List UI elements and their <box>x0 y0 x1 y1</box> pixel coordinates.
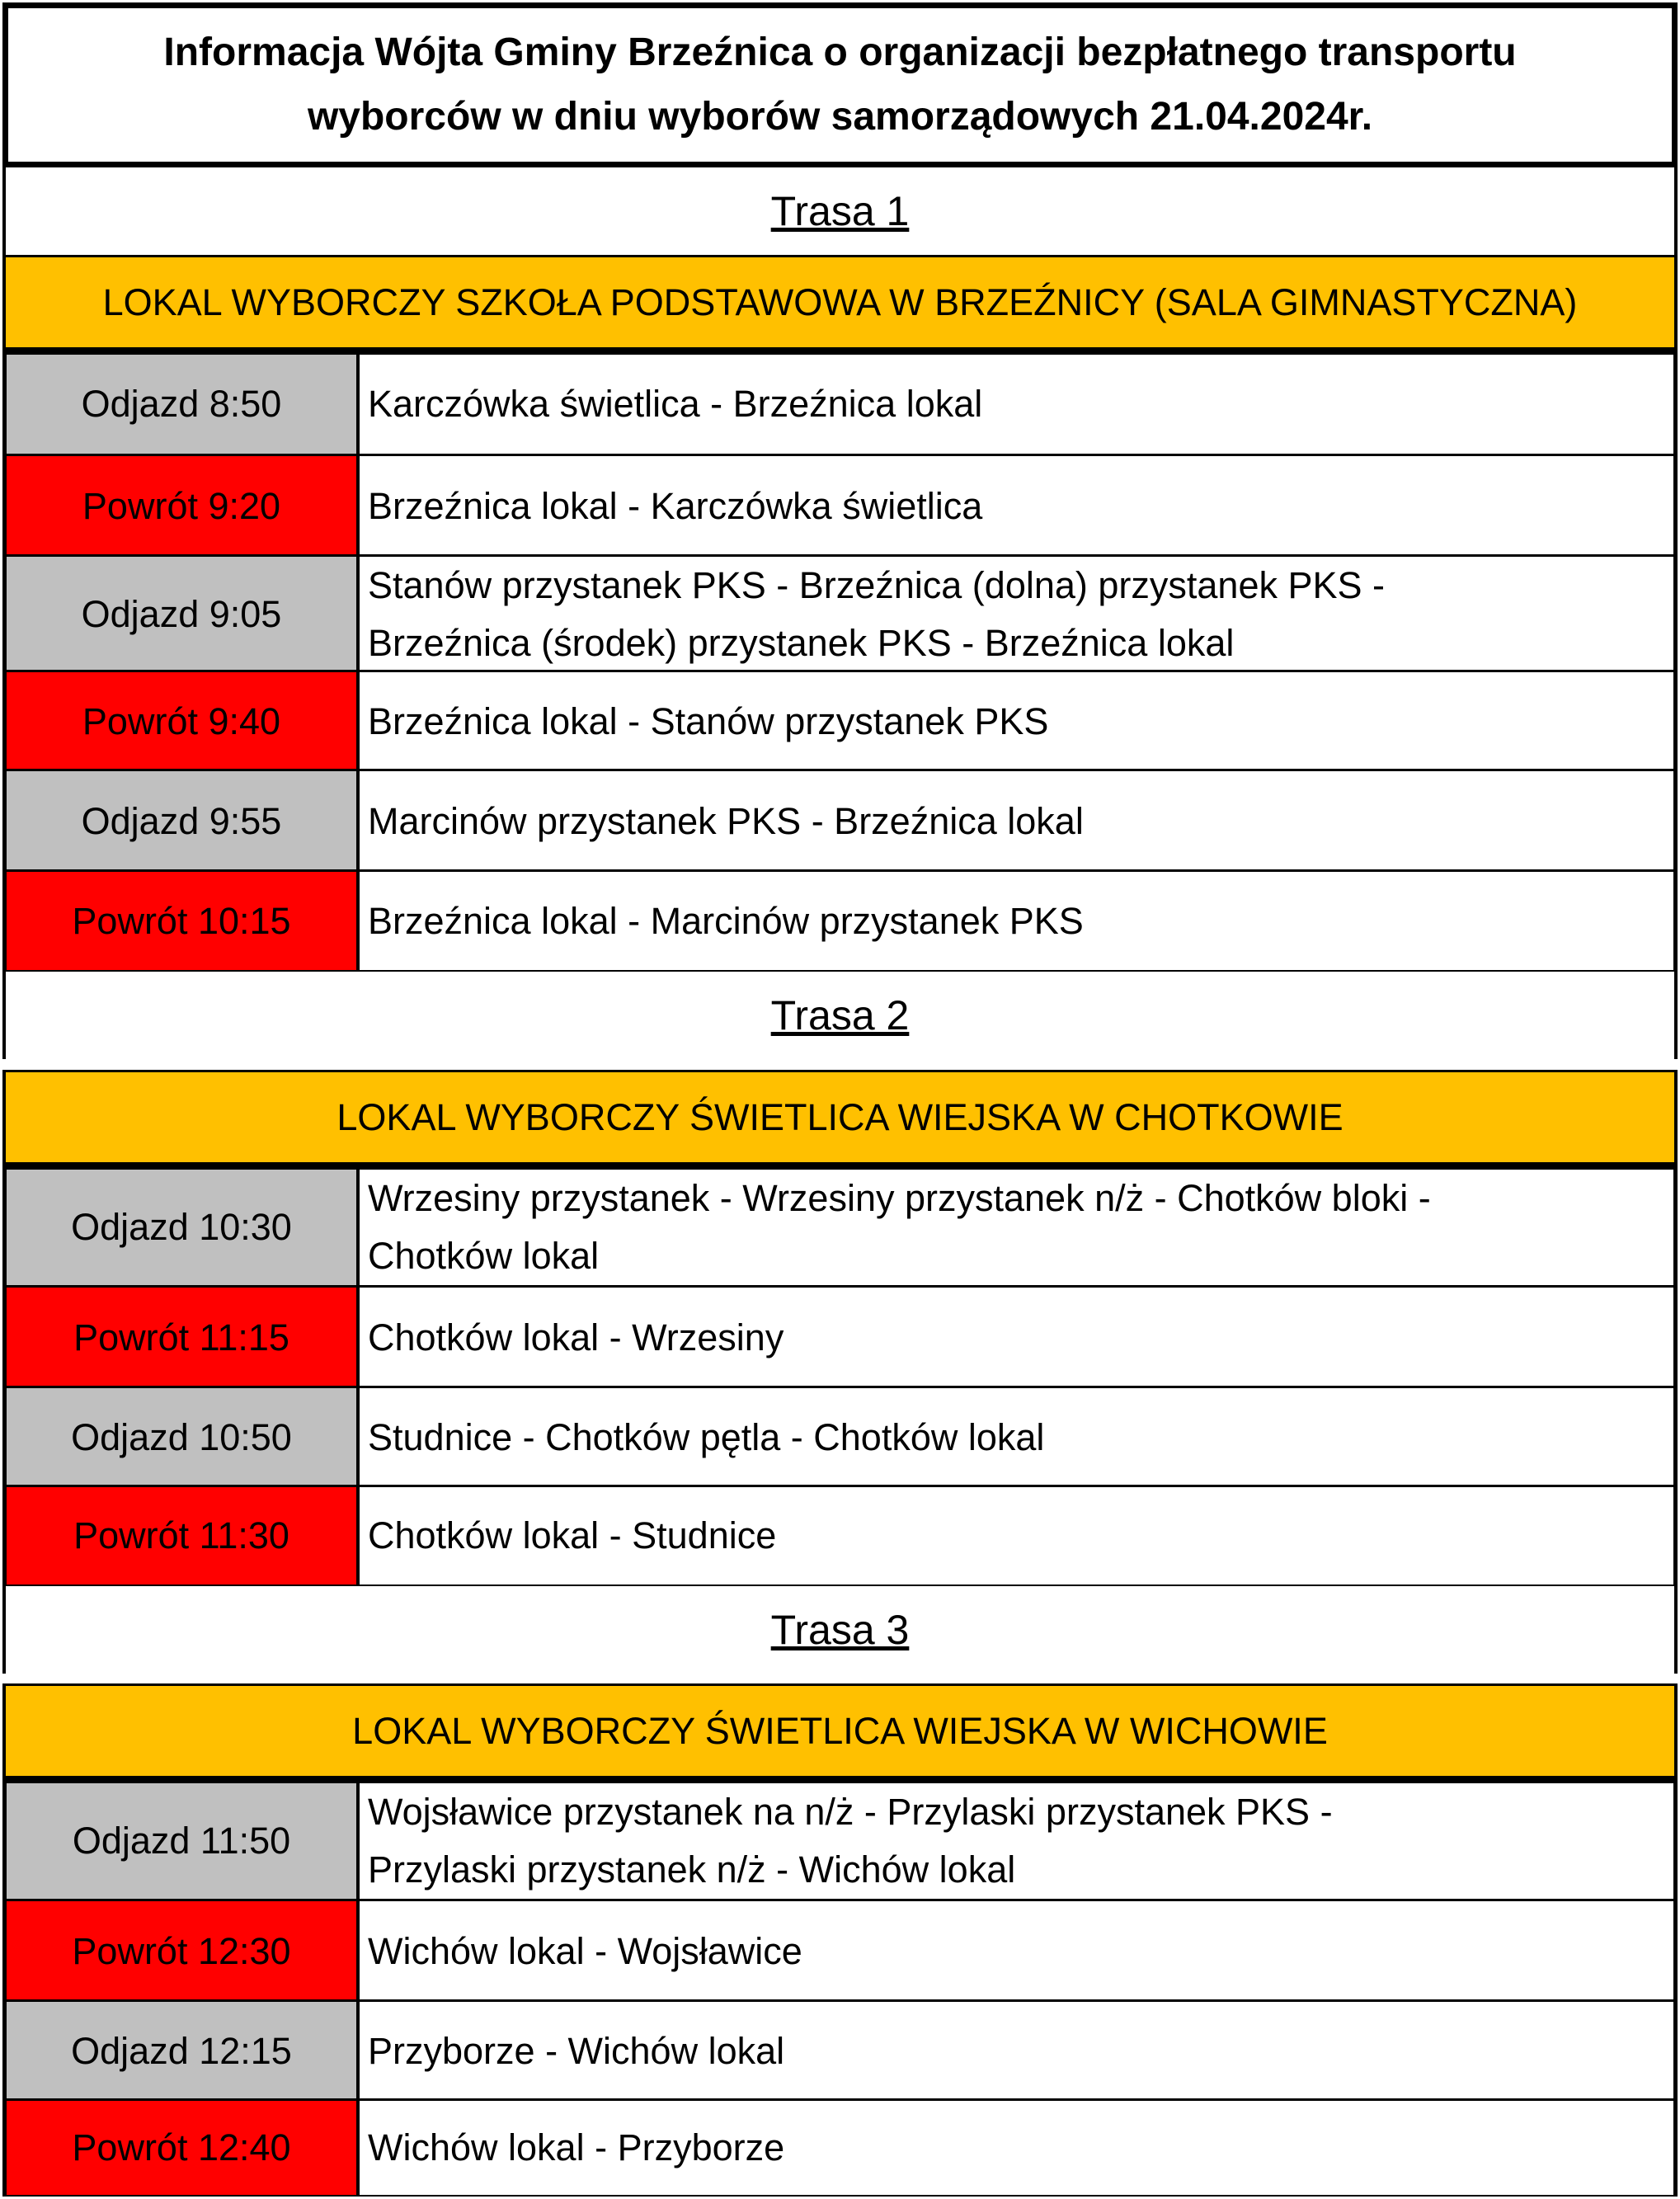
trip-row <box>7 355 1673 454</box>
trip-route <box>360 1388 1673 1487</box>
trip-row <box>7 1170 1673 1285</box>
return-time: Powrót 12:30 <box>7 1901 360 2002</box>
trip-route <box>360 872 1673 970</box>
departure-time: Odjazd 12:15 <box>7 2002 360 2101</box>
document-title <box>2 2 1678 167</box>
trip-route-line: Brzeźnica lokal - Stanów przystanek PKS <box>368 700 1049 742</box>
departure-time: Odjazd 10:50 <box>7 1388 360 1487</box>
trip-route <box>360 1170 1673 1285</box>
trip-route <box>360 1487 1673 1585</box>
route-1-trips <box>2 351 1678 972</box>
trip-route-line: Marcinów przystanek PKS - Brzeźnica lokal <box>368 800 1084 842</box>
route-2-title: Trasa 2 <box>2 972 1678 1059</box>
trip-route <box>360 557 1673 672</box>
trip-route-line: Wrzesiny przystanek - Wrzesiny przystanek n/ż - Chotków bloki - <box>368 1177 1431 1219</box>
trip-route-line-2: Chotków lokal <box>368 1235 600 1277</box>
trip-route <box>360 1783 1673 1899</box>
trip-row <box>7 2098 1673 2195</box>
trip-route-line: Studnice - Chotków pętla - Chotków lokal <box>368 1416 1045 1458</box>
route-3-title: Trasa 3 <box>2 1586 1678 1674</box>
trip-route-line: Brzeźnica lokal - Marcinów przystanek PKS <box>368 899 1084 942</box>
trip-row <box>7 769 1673 872</box>
title-line-1: Informacja Wójta Gminy Brzeźnica o organizacji bezpłatnego transportu <box>163 31 1517 74</box>
trip-row <box>7 1285 1673 1388</box>
trip-row <box>7 670 1673 771</box>
route-1-title: Trasa 1 <box>2 167 1678 255</box>
trip-route <box>360 2002 1673 2101</box>
trip-route-line: Przyborze - Wichów lokal <box>368 2030 785 2072</box>
trip-route-line: Karczówka świetlica - Brzeźnica lokal <box>368 383 983 425</box>
trip-route-line: Chotków lokal - Studnice <box>368 1514 777 1556</box>
departure-time: Odjazd 10:30 <box>7 1170 360 1285</box>
trip-row <box>7 1999 1673 2101</box>
trip-route <box>360 1901 1673 2002</box>
trip-route <box>360 771 1673 872</box>
title-line-2: wyborców w dniu wyborów samorządowych 21.04.2024r. <box>307 95 1373 139</box>
trip-route <box>360 456 1673 557</box>
departure-time: Odjazd 8:50 <box>7 355 360 454</box>
trip-row <box>7 454 1673 557</box>
trip-row <box>7 1783 1673 1899</box>
trip-row <box>7 1899 1673 2002</box>
trip-row <box>7 1485 1673 1585</box>
departure-time: Odjazd 9:55 <box>7 771 360 872</box>
trip-route-line: Chotków lokal - Wrzesiny <box>368 1316 784 1358</box>
trip-route <box>360 672 1673 771</box>
trip-route-line: Stanów przystanek PKS - Brzeźnica (dolna) przystanek PKS - <box>368 564 1386 606</box>
departure-time: Odjazd 9:05 <box>7 557 360 672</box>
trip-row <box>7 1386 1673 1487</box>
route-3-trips <box>2 1779 1678 2197</box>
trip-route <box>360 2101 1673 2195</box>
trip-route-line: Brzeźnica lokal - Karczówka świetlica <box>368 485 983 527</box>
return-time: Powrót 10:15 <box>7 872 360 970</box>
return-time: Powrót 9:20 <box>7 456 360 557</box>
trip-route <box>360 1288 1673 1388</box>
trip-row <box>7 554 1673 672</box>
trip-route-line: Wichów lokal - Wojsławice <box>368 1930 802 1972</box>
return-time: Powrót 9:40 <box>7 672 360 771</box>
trip-route-line: Wichów lokal - Przyborze <box>368 2126 785 2168</box>
return-time: Powrót 12:40 <box>7 2101 360 2195</box>
return-time: Powrót 11:15 <box>7 1288 360 1388</box>
return-time: Powrót 11:30 <box>7 1487 360 1585</box>
route-1-venue: LOKAL WYBORCZY SZKOŁA PODSTAWOWA W BRZEŹNICY (SALA GIMNASTYCZNA) <box>2 255 1678 351</box>
route-2-venue: LOKAL WYBORCZY ŚWIETLICA WIEJSKA W CHOTKOWIE <box>2 1070 1678 1165</box>
trip-route-line-2: Brzeźnica (środek) przystanek PKS - Brzeźnica lokal <box>368 622 1235 664</box>
route-3-venue: LOKAL WYBORCZY ŚWIETLICA WIEJSKA W WICHOWIE <box>2 1683 1678 1779</box>
trip-route-line-2: Przylaski przystanek n/ż - Wichów lokal <box>368 1848 1016 1891</box>
route-2-trips <box>2 1165 1678 1586</box>
trip-route <box>360 355 1673 454</box>
trip-row <box>7 869 1673 970</box>
departure-time: Odjazd 11:50 <box>7 1783 360 1899</box>
trip-route-line: Wojsławice przystanek na n/ż - Przylaski przystanek PKS - <box>368 1791 1333 1833</box>
